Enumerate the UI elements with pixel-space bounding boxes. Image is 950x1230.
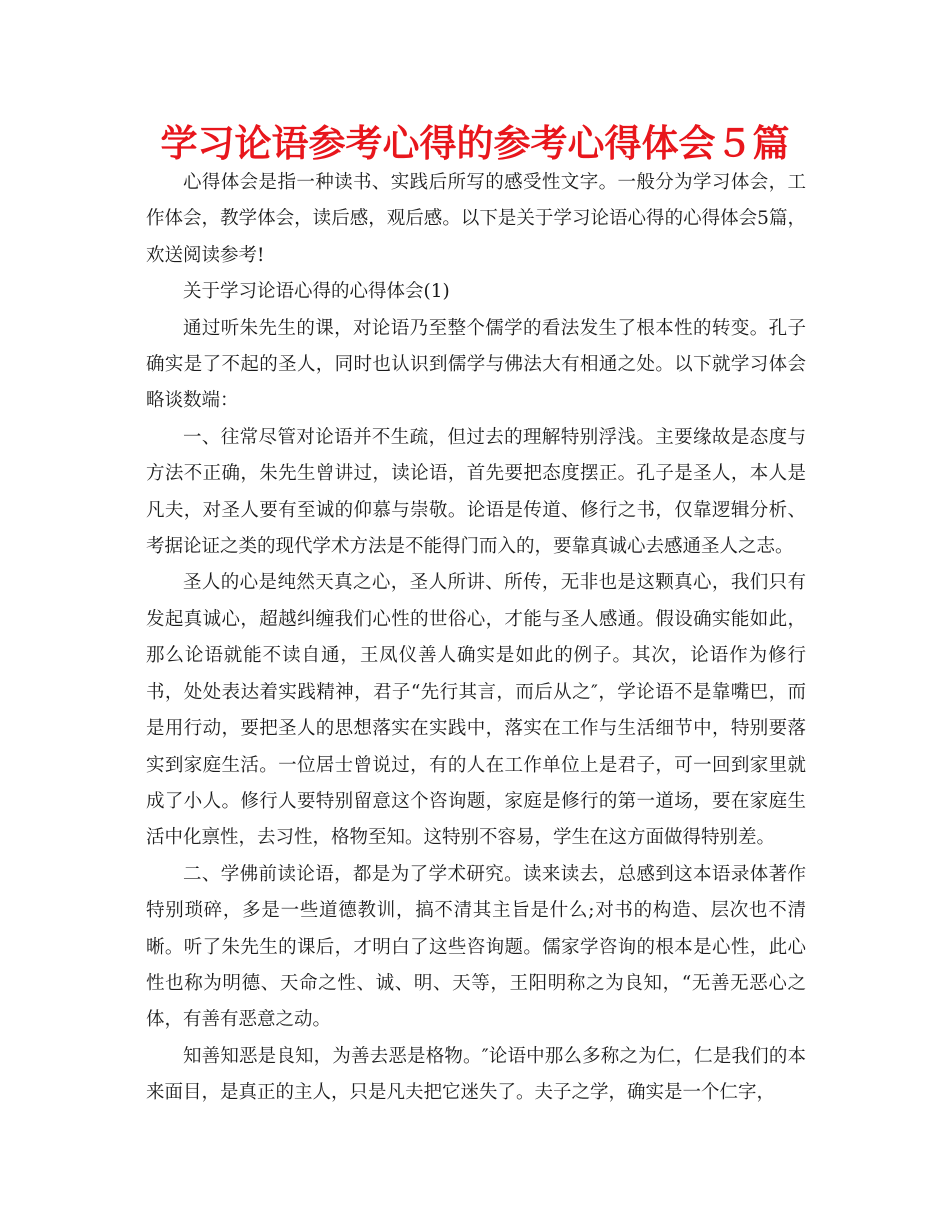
paragraph: 圣人的心是纯然天真之心，圣人所讲、所传，无非也是这颗真心，我们只有发起真诚心，超越纠缠我们心性的世俗心，才能与圣人感通。假设确实能如此，那么论语就能不读自通，王凤仪善人确实是如此的例子。其次，论语作为修行书，处处表达着实践精神，君子“先行其言，而后从之″，学论语不是靠嘴巴，而是用行动，要把圣人的思想落实在实践中，落实在工作与生活细节中，特别要落实到家庭生活。一位居士曾说过，有的人在工作单位上是君子，可一回到家里就成了小人。修行人要特别留意这个咨询题，家庭是修行的第一道场，要在家庭生活中化禀性，去习性，格物至知。这特别不容易，学生在这方面做得特别差。 xyxy=(146,572,806,849)
paragraph: 一、往常尽管对论语并不生疏，但过去的理解特别浮浅。主要缘故是态度与方法不正确，朱先生曾讲过，读论语，首先要把态度摆正。孔子是圣人，本人是凡夫，对圣人要有至诚的仰慕与崇敬。论语是传道、修行之书，仅靠逻辑分析、考据论证之类的现代学术方法是不能得门而入的，要靠真诚心去感通圣人之志。 xyxy=(146,426,806,558)
section-heading: 关于学习论语心得的心得体会(1) xyxy=(183,281,450,303)
paragraph-intro: 心得体会是指一种读书、实践后所写的感受性文字。一般分为学习体会，工作体会，教学体会，读后感，观后感。以下是关于学习论语心得的心得体会5篇，欢送阅读参考! xyxy=(146,172,806,266)
document-title: 学习论语参考心得的参考心得体会５篇 xyxy=(160,122,790,165)
document-body xyxy=(146,165,806,1112)
paragraph: 通过听朱先生的课，对论语乃至整个儒学的看法发生了根本性的转变。孔子确实是了不起的圣人，同时也认识到儒学与佛法大有相通之处。以下就学习体会略谈数端： xyxy=(146,317,806,412)
paragraph: 二、学佛前读论语，都是为了学术研究。读来读去，总感到这本语录体著作特别琐碎，多是一些道德教训，搞不清其主旨是什么;对书的构造、层次也不清晰。听了朱先生的课后，才明白了这些咨询题。儒家学咨询的根本是心性，此心性也称为明德、天命之性、诚、明、天等，王阳明称之为良知，“无善无恶心之体，有善有恶意之动。 xyxy=(146,863,806,1031)
paragraph: 知善知恶是良知，为善去恶是格物。″论语中那么多称之为仁，仁是我们的本来面目，是真正的主人，只是凡夫把它迷失了。夫子之学，确实是一个仁字， xyxy=(146,1045,806,1104)
